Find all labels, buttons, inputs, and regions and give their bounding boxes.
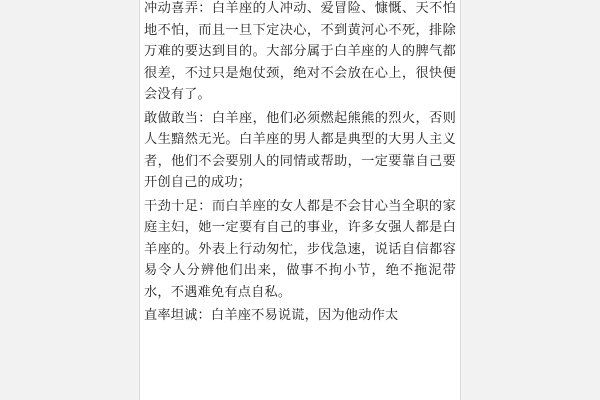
paragraph: 干劲十足：而白羊座的女人都是不会甘心当全职的家庭主妇，她一定要有自己的事业，许多女强人都是白羊座的。外表上行动匆忙，步伐急速，说话自信都容易令人分辨他们出来，做事不拘小节，绝不拖泥带水，不遇难免有点自私。 [144, 198, 456, 300]
paragraph: 敢做敢当：白羊座，他们必须燃起熊熊的烈火，否则人生黯然无光。白羊座的男人都是典型的大男人主义者，他们不会要别人的同情或帮助，一定要靠自己要开创自己的成功； [144, 110, 456, 190]
paragraph: 冲动喜弄：白羊座的人冲动、爱冒险、慷慨、天不怕地不怕，而且一旦下定决心，不到黄河心不死，排除万难的要达到目的。大部分属于白羊座的人的脾气都很差，不过只是炮仗颈，绝对不会放在心上，很快便会没有了。 [144, 1, 456, 102]
left-margin-strip [0, 0, 140, 400]
right-margin-strip [460, 0, 600, 400]
article-body [140, 0, 460, 400]
paragraph: 直率坦诚：白羊座不易说谎，因为他动作太 [144, 308, 399, 323]
